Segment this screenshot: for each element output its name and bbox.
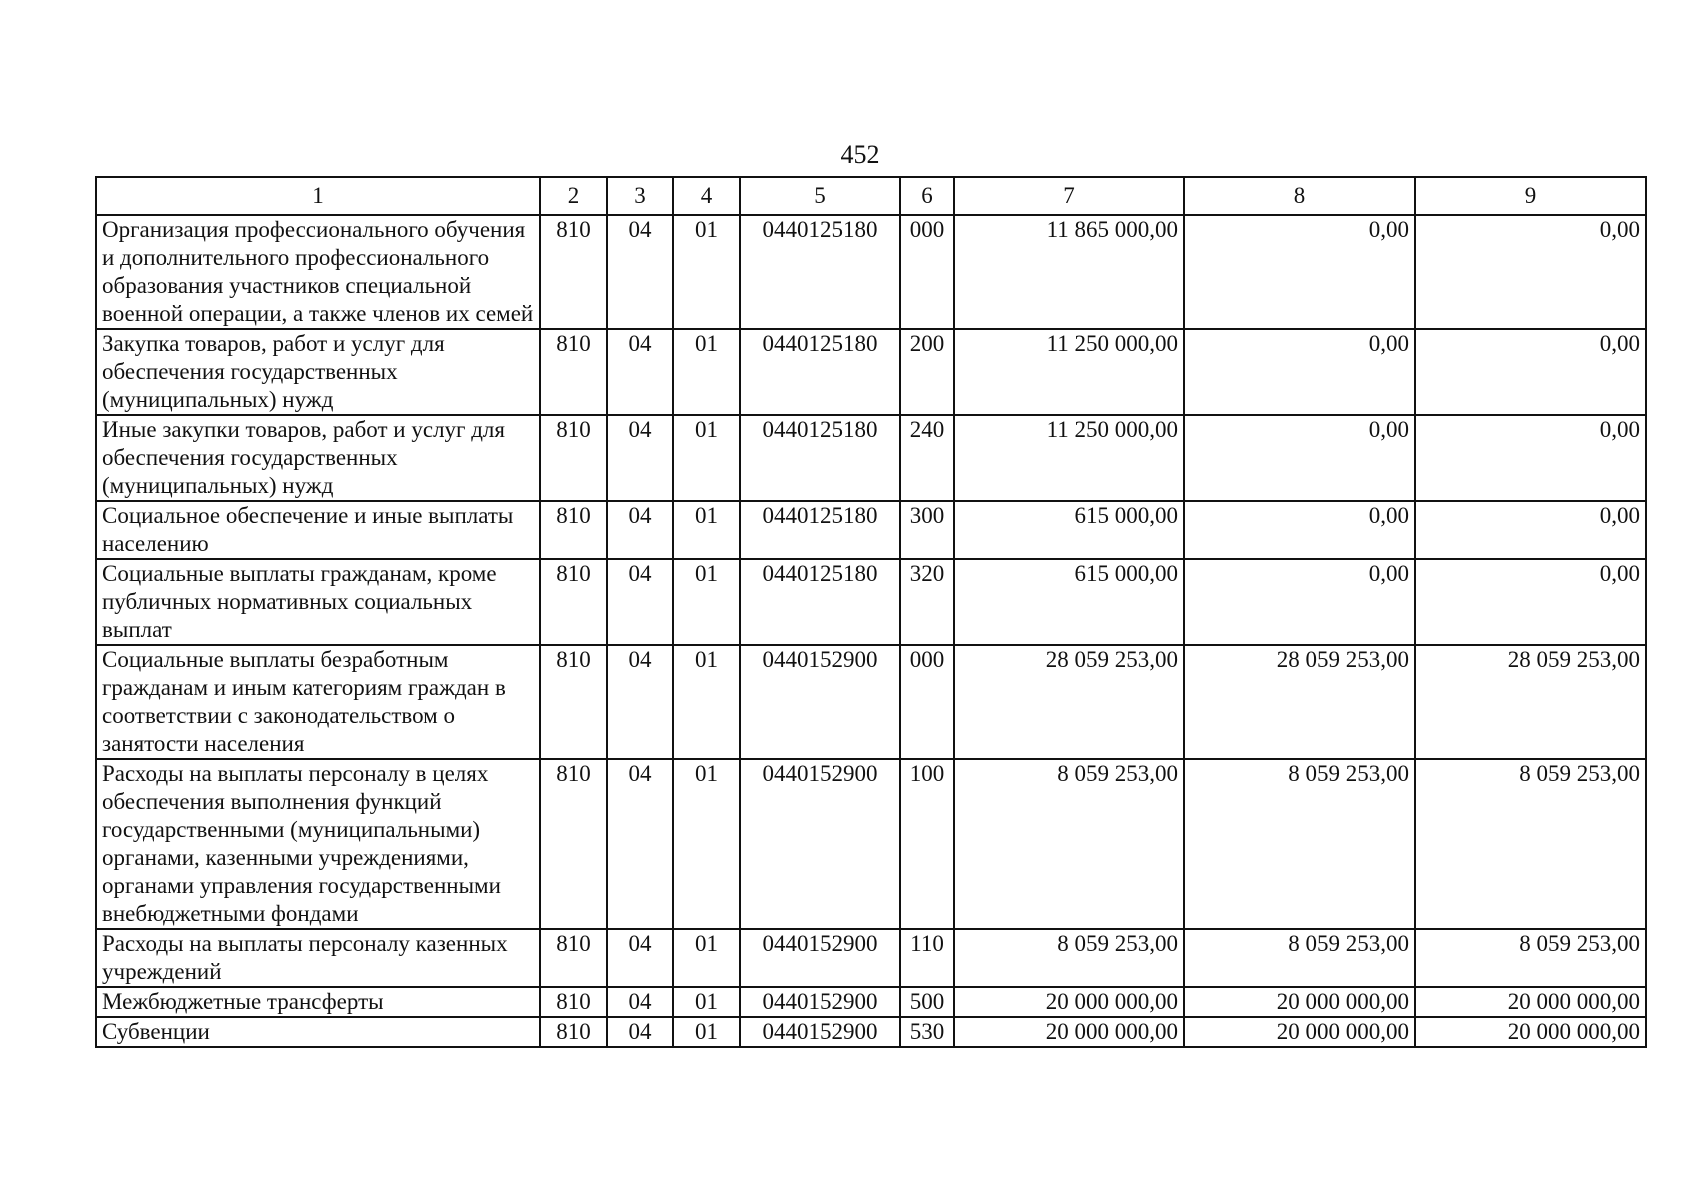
row-code-6: 300	[900, 501, 954, 559]
column-header-6: 6	[900, 177, 954, 215]
row-amount-8: 8 059 253,00	[1184, 759, 1415, 929]
row-name: Расходы на выплаты персоналу в целях обеспечения выполнения функций государственными (муниципальными) органами, казенными учреждениями, органами управления государственными внебюджетными фондами	[96, 759, 540, 929]
row-code-6: 110	[900, 929, 954, 987]
row-code-2: 810	[540, 215, 607, 329]
table-row	[96, 929, 1646, 987]
table-row	[96, 645, 1646, 759]
row-code-2: 810	[540, 1017, 607, 1047]
table-row	[96, 415, 1646, 501]
row-code-6: 240	[900, 415, 954, 501]
row-amount-9: 20 000 000,00	[1415, 1017, 1646, 1047]
row-code-4: 01	[673, 1017, 740, 1047]
table-row	[96, 1017, 1646, 1047]
row-amount-8: 0,00	[1184, 215, 1415, 329]
row-code-5: 0440125180	[740, 329, 900, 415]
row-name: Иные закупки товаров, работ и услуг для обеспечения государственных (муниципальных) нужд	[96, 415, 540, 501]
row-code-3: 04	[607, 329, 673, 415]
column-header-1: 1	[96, 177, 540, 215]
row-amount-8: 0,00	[1184, 415, 1415, 501]
row-code-2: 810	[540, 645, 607, 759]
row-amount-7: 20 000 000,00	[954, 987, 1184, 1017]
row-code-6: 500	[900, 987, 954, 1017]
row-code-4: 01	[673, 215, 740, 329]
row-name: Межбюджетные трансферты	[96, 987, 540, 1017]
row-code-3: 04	[607, 645, 673, 759]
column-header-7: 7	[954, 177, 1184, 215]
row-amount-7: 8 059 253,00	[954, 759, 1184, 929]
row-name: Субвенции	[96, 1017, 540, 1047]
column-header-9: 9	[1415, 177, 1646, 215]
row-code-3: 04	[607, 215, 673, 329]
table-row	[96, 759, 1646, 929]
row-name: Социальные выплаты гражданам, кроме публичных нормативных социальных выплат	[96, 559, 540, 645]
row-code-6: 000	[900, 215, 954, 329]
row-amount-9: 0,00	[1415, 329, 1646, 415]
row-amount-7: 28 059 253,00	[954, 645, 1184, 759]
row-code-2: 810	[540, 415, 607, 501]
row-code-4: 01	[673, 929, 740, 987]
row-amount-9: 8 059 253,00	[1415, 929, 1646, 987]
row-code-5: 0440125180	[740, 415, 900, 501]
row-code-4: 01	[673, 645, 740, 759]
row-amount-8: 0,00	[1184, 501, 1415, 559]
table-row	[96, 559, 1646, 645]
row-code-3: 04	[607, 987, 673, 1017]
row-name: Организация профессионального обучения и дополнительного профессионального образования участников специальной военной операции, а также членов их семей	[96, 215, 540, 329]
row-code-4: 01	[673, 501, 740, 559]
row-code-4: 01	[673, 329, 740, 415]
column-header-4: 4	[673, 177, 740, 215]
row-amount-7: 8 059 253,00	[954, 929, 1184, 987]
row-code-5: 0440125180	[740, 501, 900, 559]
row-amount-8: 0,00	[1184, 559, 1415, 645]
row-code-2: 810	[540, 501, 607, 559]
row-amount-7: 11 865 000,00	[954, 215, 1184, 329]
row-code-3: 04	[607, 759, 673, 929]
row-code-3: 04	[607, 929, 673, 987]
row-amount-8: 20 000 000,00	[1184, 1017, 1415, 1047]
row-amount-7: 11 250 000,00	[954, 415, 1184, 501]
row-amount-9: 0,00	[1415, 215, 1646, 329]
row-amount-7: 11 250 000,00	[954, 329, 1184, 415]
row-name: Социальные выплаты безработным гражданам и иным категориям граждан в соответствии с законодательством о занятости населения	[96, 645, 540, 759]
row-code-6: 000	[900, 645, 954, 759]
header-row	[96, 177, 1646, 215]
budget-table	[95, 176, 1647, 1048]
row-amount-8: 28 059 253,00	[1184, 645, 1415, 759]
row-name: Социальное обеспечение и иные выплаты населению	[96, 501, 540, 559]
table-row	[96, 987, 1646, 1017]
column-header-2: 2	[540, 177, 607, 215]
row-amount-9: 0,00	[1415, 559, 1646, 645]
row-code-5: 0440152900	[740, 645, 900, 759]
row-amount-7: 20 000 000,00	[954, 1017, 1184, 1047]
row-code-3: 04	[607, 415, 673, 501]
row-amount-8: 20 000 000,00	[1184, 987, 1415, 1017]
row-code-5: 0440152900	[740, 759, 900, 929]
column-header-3: 3	[607, 177, 673, 215]
row-code-6: 100	[900, 759, 954, 929]
row-code-5: 0440125180	[740, 215, 900, 329]
row-code-3: 04	[607, 1017, 673, 1047]
row-code-5: 0440152900	[740, 1017, 900, 1047]
table-row	[96, 329, 1646, 415]
row-code-2: 810	[540, 929, 607, 987]
row-code-2: 810	[540, 987, 607, 1017]
row-code-5: 0440125180	[740, 559, 900, 645]
row-amount-9: 8 059 253,00	[1415, 759, 1646, 929]
row-code-5: 0440152900	[740, 929, 900, 987]
row-code-4: 01	[673, 759, 740, 929]
row-code-2: 810	[540, 329, 607, 415]
row-amount-8: 0,00	[1184, 329, 1415, 415]
row-code-5: 0440152900	[740, 987, 900, 1017]
row-name: Расходы на выплаты персоналу казенных учреждений	[96, 929, 540, 987]
row-name: Закупка товаров, работ и услуг для обеспечения государственных (муниципальных) нужд	[96, 329, 540, 415]
row-code-6: 200	[900, 329, 954, 415]
row-code-6: 530	[900, 1017, 954, 1047]
row-code-3: 04	[607, 559, 673, 645]
column-header-8: 8	[1184, 177, 1415, 215]
row-code-2: 810	[540, 559, 607, 645]
row-amount-7: 615 000,00	[954, 559, 1184, 645]
table-row	[96, 501, 1646, 559]
row-code-4: 01	[673, 415, 740, 501]
row-amount-8: 8 059 253,00	[1184, 929, 1415, 987]
row-amount-9: 0,00	[1415, 501, 1646, 559]
row-code-2: 810	[540, 759, 607, 929]
row-amount-9: 0,00	[1415, 415, 1646, 501]
row-code-6: 320	[900, 559, 954, 645]
row-code-4: 01	[673, 559, 740, 645]
row-amount-9: 20 000 000,00	[1415, 987, 1646, 1017]
row-code-4: 01	[673, 987, 740, 1017]
page-number: 452	[840, 140, 880, 169]
row-amount-9: 28 059 253,00	[1415, 645, 1646, 759]
row-code-3: 04	[607, 501, 673, 559]
row-amount-7: 615 000,00	[954, 501, 1184, 559]
table-row	[96, 215, 1646, 329]
column-header-5: 5	[740, 177, 900, 215]
